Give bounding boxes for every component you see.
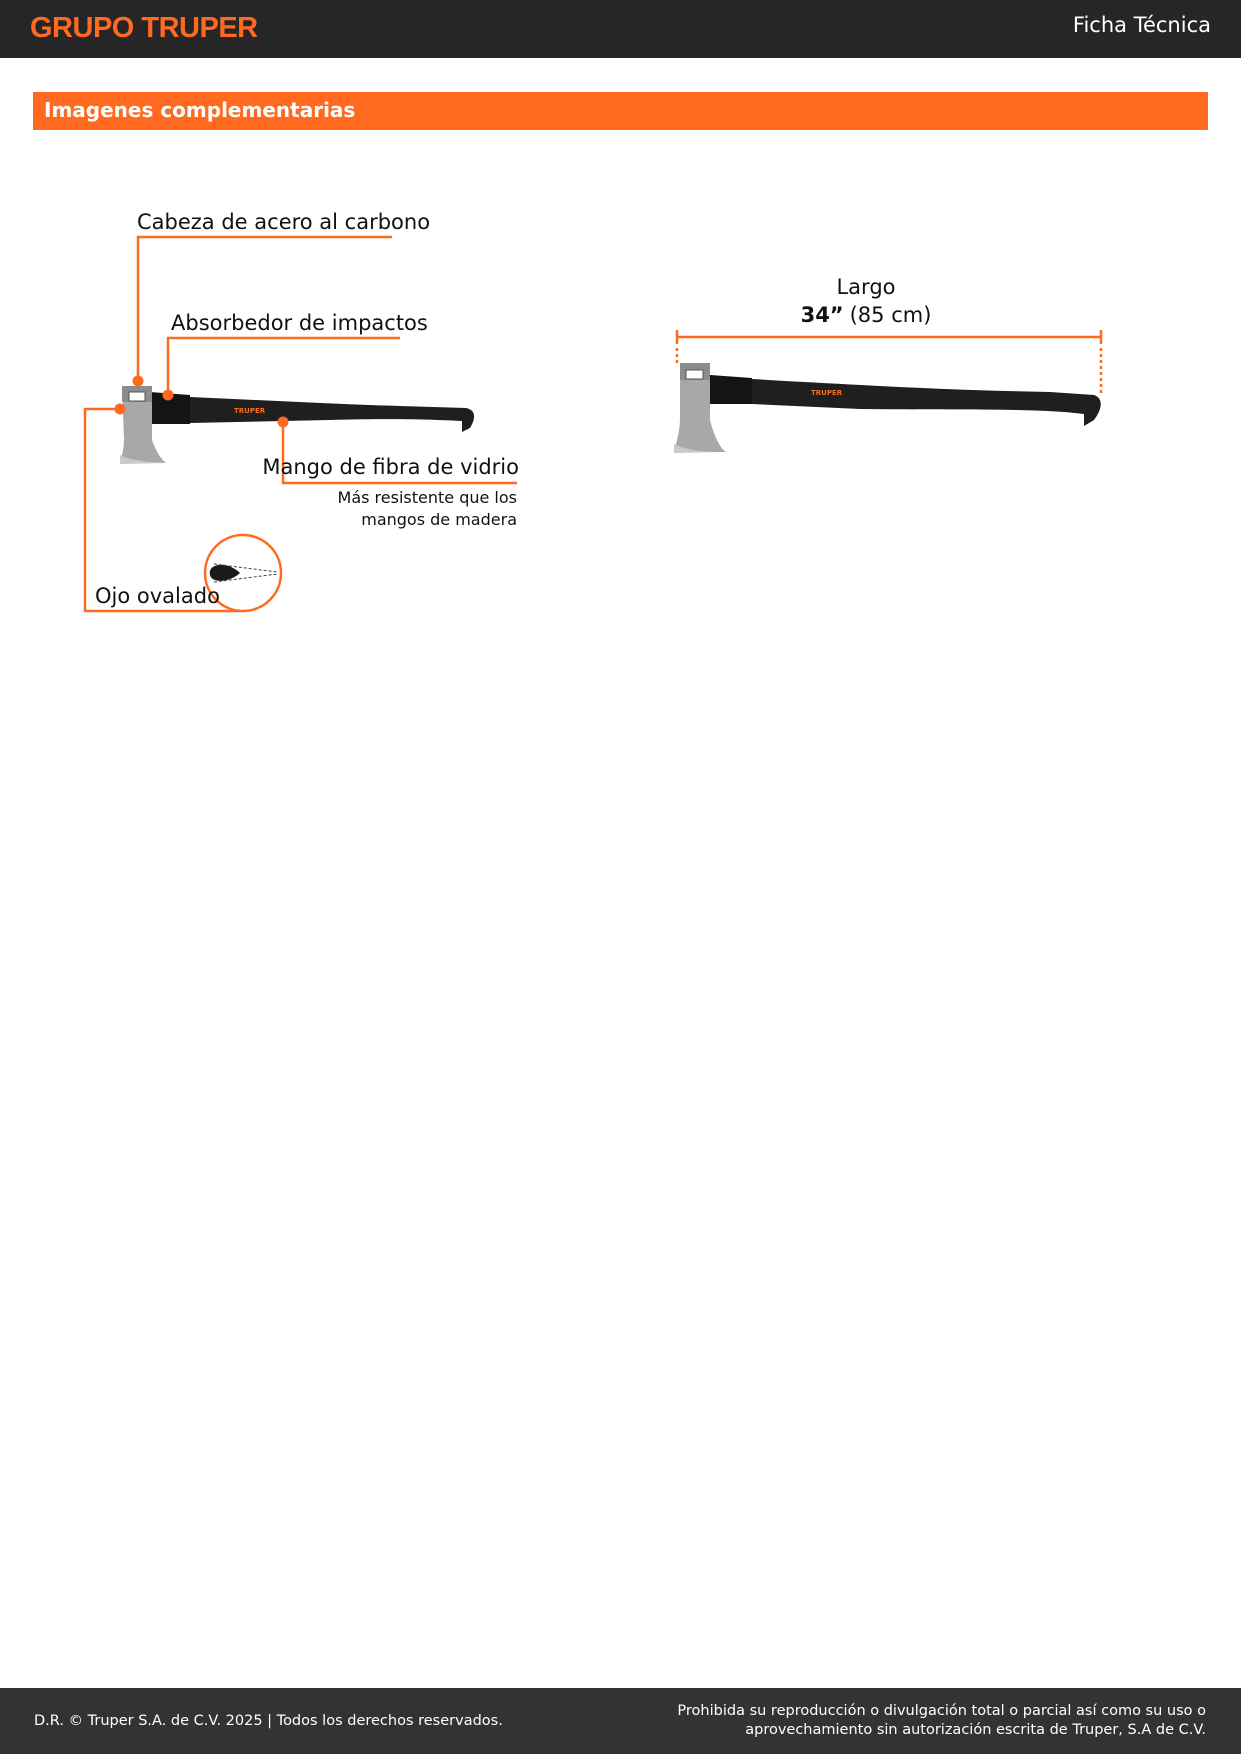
footer-copyright: D.R. © Truper S.A. de C.V. 2025 | Todos los derechos reservados. bbox=[34, 1713, 503, 1729]
footer-legal-notice bbox=[646, 1702, 1206, 1740]
oval-eye-icon bbox=[210, 564, 278, 582]
handle-brand-marking: TRUPER bbox=[234, 407, 266, 415]
dimension-value-inches: 34” bbox=[800, 303, 844, 327]
footer-bar bbox=[0, 1688, 1241, 1754]
dimension-label: Largo bbox=[836, 275, 896, 299]
callout-line-eye bbox=[85, 409, 240, 611]
callout-dot-absorber bbox=[163, 390, 174, 401]
callout-label-head: Cabeza de acero al carbono bbox=[137, 210, 431, 234]
callout-dot-head bbox=[133, 376, 144, 387]
callout-line-head bbox=[138, 237, 392, 382]
handle-brand-marking-2: TRUPER bbox=[811, 389, 843, 397]
footer-legal-line2: aprovechamiento sin autorización escrita de Truper, S.A de C.V. bbox=[745, 1722, 1206, 1738]
callout-dot-eye bbox=[115, 404, 126, 415]
brand-logo: GRUPO TRUPER bbox=[30, 12, 258, 44]
dimension-value bbox=[801, 303, 932, 327]
axe-dimension-image bbox=[674, 363, 1101, 453]
callout-note-handle-line1: Más resistente que los bbox=[337, 488, 517, 507]
callout-label-eye: Ojo ovalado bbox=[95, 584, 220, 608]
product-diagram bbox=[0, 0, 1241, 700]
callout-label-absorber: Absorbedor de impactos bbox=[171, 311, 428, 335]
section-title: Imagenes complementarias bbox=[44, 98, 356, 122]
footer-legal-line1: Prohibida su reproducción o divulgación total o parcial así como su uso o bbox=[677, 1703, 1206, 1719]
axe-annotated-image bbox=[120, 386, 474, 464]
dimension-value-cm: (85 cm) bbox=[849, 303, 932, 327]
callout-note-handle-line2: mangos de madera bbox=[361, 510, 517, 529]
document-type-title: Ficha Técnica bbox=[1072, 13, 1211, 37]
callout-dot-handle bbox=[278, 417, 289, 428]
callout-label-handle: Mango de fibra de vidrio bbox=[262, 455, 519, 479]
callout-line-absorber bbox=[168, 338, 400, 395]
